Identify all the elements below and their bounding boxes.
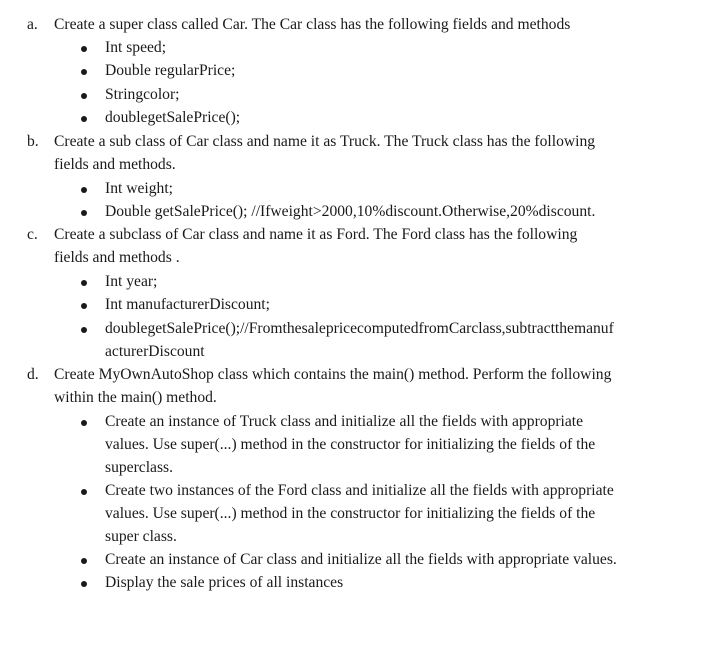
- bullet-dot-icon: [81, 327, 87, 333]
- section-c-text: Create a subclass of Car class and name it as Ford. The Ford class has the following fields and methods .: [54, 226, 578, 266]
- bullet-text: Double getSalePrice(); //Ifweight>2000,10%discount.Otherwise,20%discount.: [105, 203, 596, 220]
- bullet-text: Int weight;: [105, 180, 173, 197]
- bullet-dot-icon: [81, 187, 87, 193]
- section-d-letter: d.: [27, 366, 39, 383]
- bullet-dot-icon: [81, 558, 87, 564]
- bullet-text: Display the sale prices of all instances: [105, 574, 344, 591]
- section-a-letter: a.: [27, 16, 38, 33]
- bullet-text: Int year;: [105, 273, 158, 290]
- bullet-dot-icon: [81, 210, 87, 216]
- bullet-dot-icon: [81, 581, 87, 587]
- section-d-text: Create MyOwnAutoShop class which contains the main() method. Perform the following within the main() method.: [54, 366, 612, 406]
- bullet-dot-icon: [81, 420, 87, 426]
- bullet-text: Create an instance of Car class and initialize all the fields with appropriate values.: [105, 551, 617, 568]
- bullet-dot-icon: [81, 280, 87, 286]
- bullet-text: Create two instances of the Ford class and initialize all the fields with appropriate values. Use super(...) method in the constructor for initializing the fields of the super class.: [105, 482, 614, 545]
- bullet-text: doublegetSalePrice();//FromthesalepricecomputedfromCarclass,subtractthemanuf acturerDiscount: [105, 320, 614, 360]
- bullet-text: Int speed;: [105, 39, 167, 56]
- bullet-text: doublegetSalePrice();: [105, 109, 241, 126]
- bullet-text: Double regularPrice;: [105, 62, 236, 79]
- bullet-dot-icon: [81, 303, 87, 309]
- bullet-dot-icon: [81, 46, 87, 52]
- bullet-dot-icon: [81, 69, 87, 75]
- bullet-text: Int manufacturerDiscount;: [105, 296, 270, 313]
- section-c-letter: c.: [27, 226, 38, 243]
- bullet-dot-icon: [81, 93, 87, 99]
- bullet-text: Create an instance of Truck class and initialize all the fields with appropriate values. Use super(...) method in the constructor for initializing the fields of the superclass.: [105, 413, 596, 476]
- bullet-dot-icon: [81, 489, 87, 495]
- bullet-dot-icon: [81, 116, 87, 122]
- section-b-text: Create a sub class of Car class and name it as Truck. The Truck class has the following fields and methods.: [54, 133, 596, 173]
- section-a-text: Create a super class called Car. The Car class has the following fields and methods: [54, 16, 571, 33]
- section-b-letter: b.: [27, 133, 39, 150]
- bullet-text: Stringcolor;: [105, 86, 180, 103]
